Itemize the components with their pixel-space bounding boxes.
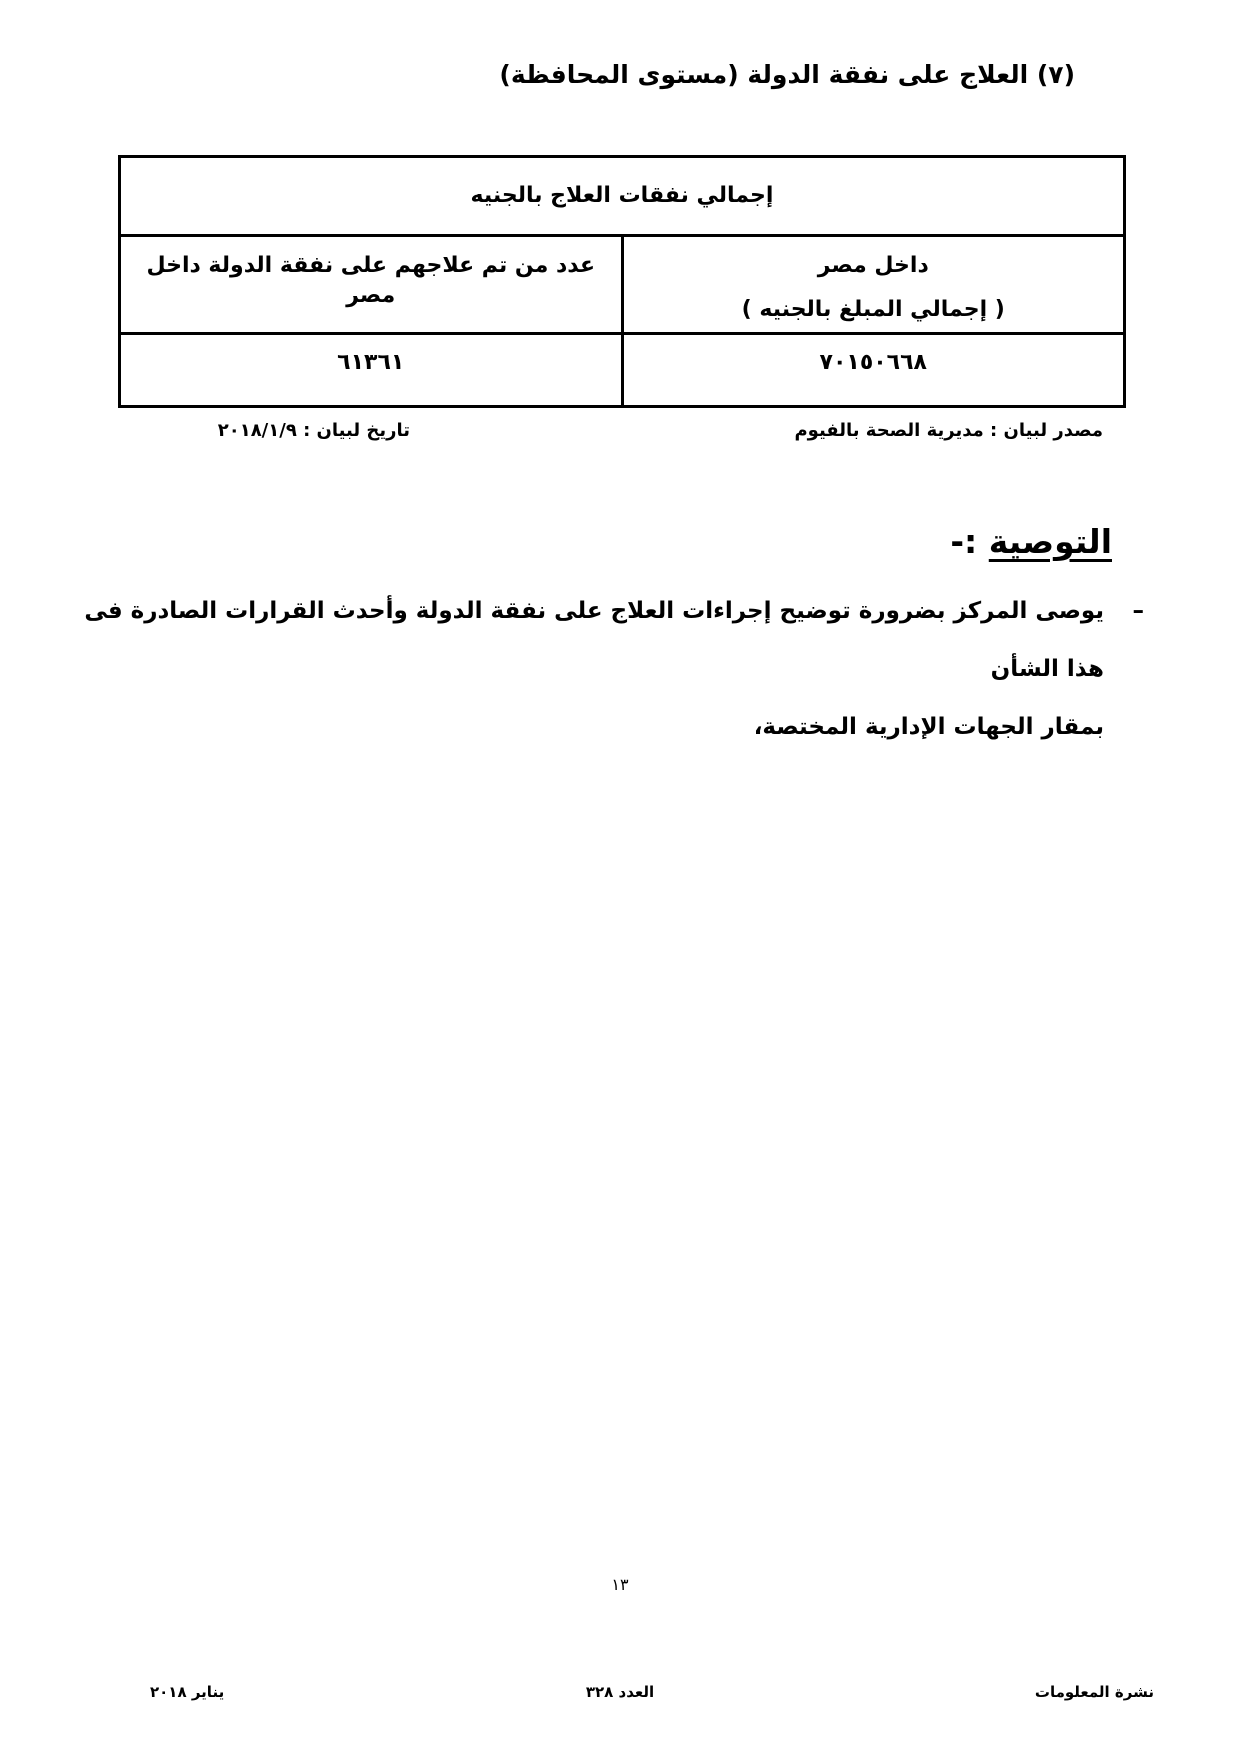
recommendation-body (74, 582, 1144, 756)
date-note: تاريخ لبيان : ٢٠١٨/١/٩ (217, 420, 410, 441)
source-note: مصدر لبيان : مديرية الصحة بالفيوم (794, 420, 1103, 441)
table-main-header: إجمالي نفقات العلاج بالجنيه (120, 157, 1125, 236)
footer-date: يناير ٢٠١٨ (150, 1683, 225, 1701)
column-header-inside-egypt-title: داخل مصر (817, 253, 929, 278)
cell-treated-count: ٦١٣٦١ (120, 334, 623, 407)
recommendation-heading (950, 522, 1112, 561)
column-header-inside-egypt (622, 236, 1125, 334)
recommendation-line-2: بمقار الجهات الإدارية المختصة، (753, 714, 1104, 740)
table-header-row (120, 157, 1125, 236)
bullet-dash: – (1132, 598, 1144, 624)
recommendation-heading-suffix: :- (950, 522, 978, 561)
treatment-cost-table (118, 155, 1126, 408)
table-column-header-row (120, 236, 1125, 334)
column-header-treated-count-title: عدد من تم علاجهم على نفقة الدولة داخل مصر (146, 253, 596, 308)
table-row (120, 334, 1125, 407)
column-header-inside-egypt-unit: ( إجمالي المبلغ بالجنيه ) (741, 297, 1005, 322)
column-header-treated-count (120, 236, 623, 334)
cell-total-amount: ٧٠١٥٠٦٦٨ (622, 334, 1125, 407)
page-number: ١٣ (611, 1575, 629, 1594)
recommendation-line-1: يوصى المركز بضرورة توضيح إجراءات العلاج على نفقة الدولة وأحدث القرارات الصادرة فى هذا الشأن (84, 598, 1104, 682)
section-title: (٧) العلاج على نفقة الدولة (مستوى المحافظة) (499, 60, 1075, 89)
recommendation-heading-word: التوصية (988, 522, 1112, 561)
footer-publication: نشرة المعلومات (1034, 1683, 1154, 1701)
footer-issue: العدد ٣٢٨ (585, 1683, 655, 1701)
